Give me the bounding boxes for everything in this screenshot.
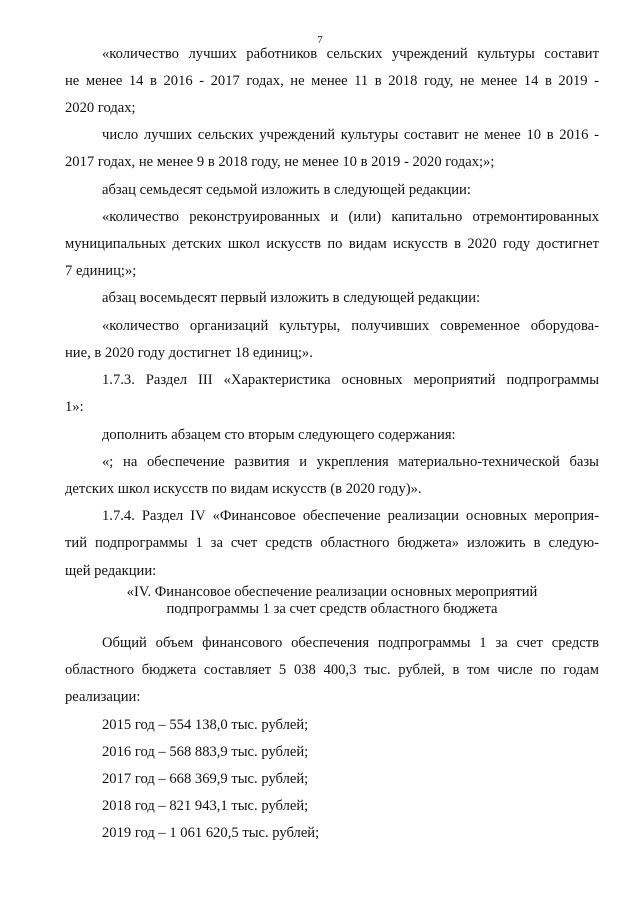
text-line: областного бюджета составляет 5 038 400,3 тыс. рублей, в том числе по годам	[65, 662, 599, 678]
year-amount-line: 2017 год – 668 369,9 тыс. рублей;	[102, 771, 309, 787]
text-line: «количество организаций культуры, получивших современное оборудова-	[102, 318, 599, 334]
text-line: тий подпрограммы 1 за счет средств областного бюджета» изложить в следую-	[65, 535, 599, 551]
year-amount-line: 2015 год – 554 138,0 тыс. рублей;	[102, 717, 309, 733]
page-number: 7	[317, 34, 323, 46]
text-line: 7 единиц;»;	[65, 263, 137, 279]
text-line: ние, в 2020 году достигнет 18 единиц;».	[65, 345, 313, 361]
text-line: 1.7.3. Раздел III «Характеристика основных мероприятий подпрограммы	[102, 372, 599, 388]
text-line: число лучших сельских учреждений культуры составит не менее 10 в 2016 -	[102, 127, 599, 143]
text-line: «; на обеспечение развития и укрепления материально-технической базы	[102, 454, 599, 470]
text-line: дополнить абзацем сто вторым следующего содержания:	[102, 427, 456, 443]
section-heading: «IV. Финансовое обеспечение реализации основных мероприятий	[126, 584, 538, 600]
text-line: «количество лучших работников сельских учреждений культуры составит	[102, 46, 599, 62]
text-line: детских школ искусств по видам искусств (в 2020 году)».	[65, 481, 422, 497]
section-heading: подпрограммы 1 за счет средств областного бюджета	[166, 601, 498, 617]
year-amount-line: 2016 год – 568 883,9 тыс. рублей;	[102, 744, 309, 760]
text-line: щей редакции:	[65, 563, 157, 579]
text-line: Общий объем финансового обеспечения подпрограммы 1 за счет средств	[102, 635, 599, 651]
text-line: 1.7.4. Раздел IV «Финансовое обеспечение реализации основных мероприя-	[102, 508, 599, 524]
year-amount-line: 2018 год – 821 943,1 тыс. рублей;	[102, 798, 309, 814]
year-amount-line: 2019 год – 1 061 620,5 тыс. рублей;	[102, 825, 320, 841]
text-line: «количество реконструированных и (или) капитально отремонтированных	[102, 209, 599, 225]
text-line: 2017 годах, не менее 9 в 2018 году, не менее 10 в 2019 - 2020 годах;»;	[65, 154, 495, 170]
text-line: 1»:	[65, 399, 84, 415]
text-line: абзац восемьдесят первый изложить в следующей редакции:	[102, 290, 481, 306]
text-line: реализации:	[65, 689, 141, 705]
text-line: 2020 годах;	[65, 100, 136, 116]
text-line: абзац семьдесят седьмой изложить в следующей редакции:	[102, 182, 471, 198]
text-line: не менее 14 в 2016 - 2017 годах, не менее 11 в 2018 году, не менее 14 в 2019 -	[65, 73, 599, 89]
text-line: муниципальных детских школ искусств по видам искусств в 2020 году достигнет	[65, 236, 599, 252]
